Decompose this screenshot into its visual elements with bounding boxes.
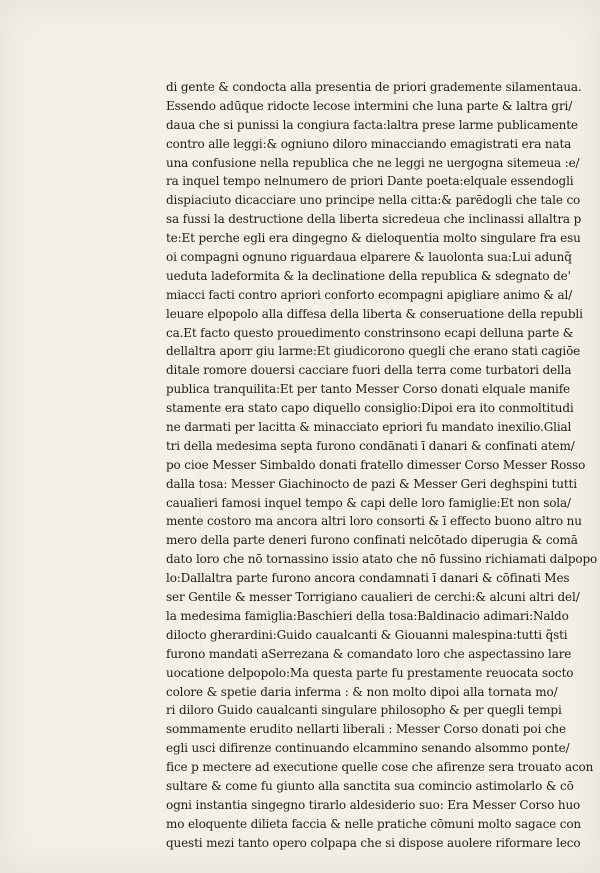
- text-line: furono mandati aSerrezana & comandato loro che aspectassino lare: [166, 646, 572, 661]
- text-line: colore & spetie daria inferma : & non molto dipoi alla tornata mo/: [166, 684, 558, 699]
- text-line: leuare elpopolo alla diffesa della liberta & conseruatione della republi: [166, 306, 583, 321]
- text-line: ser Gentile & messer Torrigiano caualieri de cerchi:& alcuni altri del/: [166, 590, 580, 605]
- text-line: publica tranquilita:Et per tanto Messer Corso donati elquale manife: [166, 382, 570, 397]
- text-line: dispiaciuto dicacciare uno principe nella citta:& parēdogli che tale co: [166, 193, 581, 208]
- text-line: ueduta ladeformita & la declinatione della republica & sdegnato de': [166, 268, 571, 283]
- text-line: lo:Dallaltra parte furono ancora condamnati ī danari & cōfinati Mes: [166, 571, 570, 586]
- text-line: oi compagni ognuno riguardaua elparere & lauolonta sua:Lui adunq̃: [166, 250, 572, 265]
- text-line: Essendo adūque ridocte lecose intermini che luna parte & laltra gri/: [166, 98, 573, 113]
- text-line: fice p mectere ad executione quelle cose che afirenze sera trouato acon: [166, 760, 594, 775]
- text-line: mo eloquente dilieta faccia & nelle pratiche cōmuni molto sagace con: [166, 816, 582, 831]
- text-line: questi mezi tanto opero colpapa che si dispose auolere riformare leco: [166, 835, 581, 850]
- text-line: dato loro che nō tornassino issio atato che nō fussino richiamati dalpopo: [166, 552, 598, 567]
- text-line: uocatione delpopolo:Ma questa parte fu prestamente reuocata socto: [166, 665, 574, 680]
- text-line: daua che si punissi la congiura facta:laltra prese larme publicamente: [166, 117, 578, 132]
- text-line: sultare & come fu giunto alla sanctita sua comincio astimolarlo & cō: [166, 778, 574, 793]
- text-line: te:Et perche egli era dingegno & dieloquentia molto singulare fra esu: [166, 231, 581, 246]
- text-line: caualieri famosi inquel tempo & capi delle loro famiglie:Et non sola/: [166, 495, 571, 510]
- text-line: tri della medesima septa furono condānati ī danari & confinati atem/: [166, 438, 575, 453]
- text-line: ogni instantia singegno tirarlo aldesiderio suo: Era Messer Corso huo: [166, 797, 581, 812]
- text-line: dilocto gherardini:Guido caualcanti & Giouanni malespina:tutti q̃sti: [166, 627, 568, 642]
- text-line: stamente era stato capo diquello consiglio:Dipoi era ito conmoltitudi: [166, 401, 574, 416]
- text-line: la medesima famiglia:Baschieri della tosa:Baldinacio adimari:Naldo: [166, 608, 569, 623]
- text-line: dalla tosa: Messer Giachinocto de pazi & Messer Geri deghspini tutti: [166, 476, 577, 491]
- text-line: ri diloro Guido caualcanti singulare philosopho & per quegli tempi: [166, 703, 562, 718]
- text-line: ne darmati per lacitta & minacciato epriori fu mandato inexilio.Glial: [166, 420, 572, 435]
- text-line: sa fussi la destructione della liberta sicredeua che inclinassi allaltra p: [166, 212, 582, 227]
- text-line: ca.Et facto questo prouedimento constrinsono ecapi delluna parte &: [166, 325, 574, 340]
- text-line: ra inquel tempo nelnumero de priori Dante poeta:elquale essendogli: [166, 174, 574, 189]
- text-block: [166, 78, 598, 853]
- text-line: mente costoro ma ancora altri loro consorti & ī effecto buono altro nu: [166, 514, 582, 529]
- text-line: contro alle leggi:& ogniuno diloro minacciando emagistrati era nata: [166, 136, 572, 151]
- text-line: di gente & condocta alla presentia de priori grademente silamentaua.: [166, 80, 582, 94]
- text-line: egli usci difirenze continuando elcammino senando alsommo ponte/: [166, 741, 570, 756]
- text-line: po cioe Messer Simbaldo donati fratello dimesser Corso Messer Rosso: [166, 457, 586, 472]
- text-line: una confusione nella republica che ne leggi ne uergogna sitemeua :e/: [166, 155, 580, 170]
- text-line: sommamente erudito nellarti liberali : Messer Corso donati poi che: [166, 722, 566, 737]
- text-line: mero della parte deneri furono confinati nelcōtado diperugia & comā: [166, 533, 578, 548]
- text-line: miacci facti contro apriori conforto ecompagni apigliare animo & al/: [166, 287, 573, 302]
- text-line: dellaltra aporr giu larme:Et giudicorono quegli che erano stati cagiōe: [166, 344, 581, 359]
- text-line: ditale romore douersi cacciare fuori della terra come turbatori della: [166, 363, 572, 378]
